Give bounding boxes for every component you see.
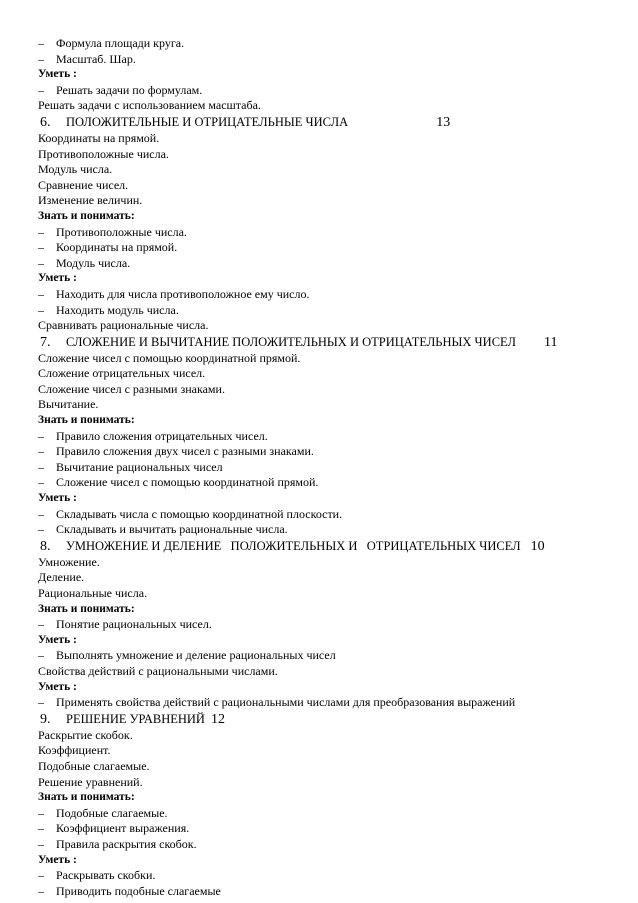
dash-marker: –: [38, 821, 44, 836]
bullet-item: [38, 617, 598, 633]
dash-marker: –: [38, 428, 44, 443]
text-line: Свойства действий с рациональными числами.: [38, 663, 278, 678]
dash-marker: –: [38, 82, 44, 97]
dash-marker: –: [38, 286, 44, 301]
bullet-item: [38, 444, 598, 460]
bullet-text: Решать задачи по формулам.: [56, 82, 203, 97]
bullet-item: [38, 884, 598, 900]
dash-marker: –: [38, 302, 44, 317]
bullet-item: [38, 837, 598, 853]
section-number: 6.: [40, 114, 51, 130]
text-line: Сложение чисел с помощью координатной прямой.: [38, 350, 301, 365]
bullet-text: Координаты на прямой.: [56, 240, 178, 255]
text-line: Изменение величин.: [38, 193, 143, 208]
section-title: РЕШЕНИЕ УРАВНЕНИЙ: [66, 711, 205, 726]
bullet-item: [38, 507, 598, 523]
text-line: Сложение отрицательных чисел.: [38, 366, 206, 381]
bullet-text: Понятие рациональных чисел.: [56, 617, 212, 632]
section-heading: [38, 711, 598, 728]
subheading: Знать и понимать:: [38, 414, 135, 427]
dash-marker: –: [38, 459, 44, 474]
bullet-item: [38, 522, 598, 538]
text-line: Решать задачи с использованием масштаба.: [38, 98, 261, 113]
section-title: ПОЛОЖИТЕЛЬНЫЕ И ОТРИЦАТЕЛЬНЫЕ ЧИСЛА: [66, 114, 349, 129]
section-title: УМНОЖЕНИЕ И ДЕЛЕНИЕ ПОЛОЖИТЕЛЬНЫХ И ОТРИЦАТЕЛЬНЫХ ЧИСЕЛ: [66, 538, 521, 553]
bullet-item: [38, 303, 598, 319]
bullet-text: Приводить подобные слагаемые: [56, 883, 221, 898]
dash-marker: –: [38, 836, 44, 851]
bullet-item: [38, 806, 598, 822]
bullet-text: Раскрывать скобки.: [56, 868, 156, 883]
bullet-text: Коэффициент выражения.: [56, 821, 190, 836]
bullet-text: Противоположные числа.: [56, 224, 187, 239]
bullet-text: Правило сложения двух чисел с разными знаками.: [56, 444, 314, 459]
bullet-item: [38, 429, 598, 445]
subheading: Уметь :: [38, 68, 77, 81]
subheading: Уметь :: [38, 492, 77, 505]
bullet-item: [38, 36, 598, 52]
dash-marker: –: [38, 444, 44, 459]
bullet-text: Сложение чисел с помощью координатной прямой.: [56, 475, 319, 490]
bullet-text: Применять свойства действий с рациональными числами для преобразования выражений: [56, 695, 516, 710]
text-line: Противоположные числа.: [38, 146, 169, 161]
dash-marker: –: [38, 883, 44, 898]
text-line: Решение уравнений.: [38, 774, 143, 789]
bullet-text: Правила раскрытия скобок.: [56, 836, 197, 851]
bullet-item: [38, 475, 598, 491]
text-line: Координаты на прямой.: [38, 130, 160, 145]
dash-marker: –: [38, 522, 44, 537]
dash-marker: –: [38, 475, 44, 490]
section-hours: 10: [530, 538, 545, 554]
bullet-item: [38, 240, 598, 256]
bullet-item: [38, 821, 598, 837]
bullet-text: Модуль числа.: [56, 255, 131, 270]
text-line: Подобные слагаемые.: [38, 758, 150, 773]
subheading: Уметь :: [38, 633, 77, 646]
section-hours: 11: [544, 334, 558, 350]
text-line: Коэффициент.: [38, 743, 111, 758]
section-hours: 13: [436, 114, 451, 130]
bullet-text: Подобные слагаемые.: [56, 805, 168, 820]
subheading: Уметь :: [38, 272, 77, 285]
text-line: Модуль числа.: [38, 162, 113, 177]
dash-marker: –: [38, 617, 44, 632]
dash-marker: –: [38, 506, 44, 521]
bullet-item: [38, 287, 598, 303]
section-heading: [38, 334, 598, 351]
section-heading: [38, 538, 598, 555]
section-number: 8.: [40, 538, 51, 554]
bullet-item: [38, 460, 598, 476]
dash-marker: –: [38, 224, 44, 239]
bullet-text: Находить для числа противоположное ему число.: [56, 286, 310, 301]
section-number: 7.: [40, 334, 51, 350]
text-line: Сравнивать рациональные числа.: [38, 318, 209, 333]
bullet-item: [38, 83, 598, 99]
dash-marker: –: [38, 648, 44, 663]
text-line: Раскрытие скобок.: [38, 727, 133, 742]
text-line: Сравнение чисел.: [38, 177, 129, 192]
section-title: СЛОЖЕНИЕ И ВЫЧИТАНИЕ ПОЛОЖИТЕЛЬНЫХ И ОТРИЦАТЕЛЬНЫХ ЧИСЕЛ: [66, 334, 516, 349]
dash-marker: –: [38, 240, 44, 255]
bullet-item: [38, 52, 598, 68]
text-line: Рациональные числа.: [38, 586, 148, 600]
bullet-item: [38, 648, 598, 664]
text-line: Деление.: [38, 570, 85, 585]
bullet-text: Выполнять умножение и деление рациональных чисел: [56, 648, 336, 663]
bullet-item: [38, 256, 598, 272]
text-line: Умножение.: [38, 554, 100, 569]
dash-marker: –: [38, 255, 44, 270]
bullet-text: Вычитание рациональных чисел: [56, 459, 223, 474]
dash-marker: –: [38, 51, 44, 66]
bullet-text: Складывать и вычитать рациональные числа.: [56, 522, 288, 537]
bullet-text: Находить модуль числа.: [56, 302, 179, 317]
bullet-item: [38, 868, 598, 884]
subheading: Знать и понимать:: [38, 791, 135, 804]
section-number: 9.: [40, 711, 51, 727]
dash-marker: –: [38, 695, 44, 710]
bullet-text: Складывать числа с помощью координатной плоскости.: [56, 506, 343, 521]
subheading: Уметь :: [38, 680, 77, 693]
dash-marker: –: [38, 36, 44, 50]
subheading: Знать и понимать:: [38, 602, 135, 615]
text-line: Вычитание.: [38, 397, 99, 412]
bullet-text: Масштаб. Шар.: [56, 51, 136, 66]
text-line: Сложение чисел с разными знаками.: [38, 381, 225, 396]
dash-marker: –: [38, 805, 44, 820]
bullet-item: [38, 695, 598, 711]
bullet-text: Правило сложения отрицательных чисел.: [56, 428, 268, 443]
section-heading: [38, 114, 598, 131]
subheading: Уметь :: [38, 853, 77, 866]
bullet-item: [38, 225, 598, 241]
bullet-text: Формула площади круга.: [56, 36, 185, 50]
section-hours: 12: [210, 711, 225, 727]
subheading: Знать и понимать:: [38, 209, 135, 222]
document-page: [38, 36, 598, 899]
dash-marker: –: [38, 868, 44, 883]
